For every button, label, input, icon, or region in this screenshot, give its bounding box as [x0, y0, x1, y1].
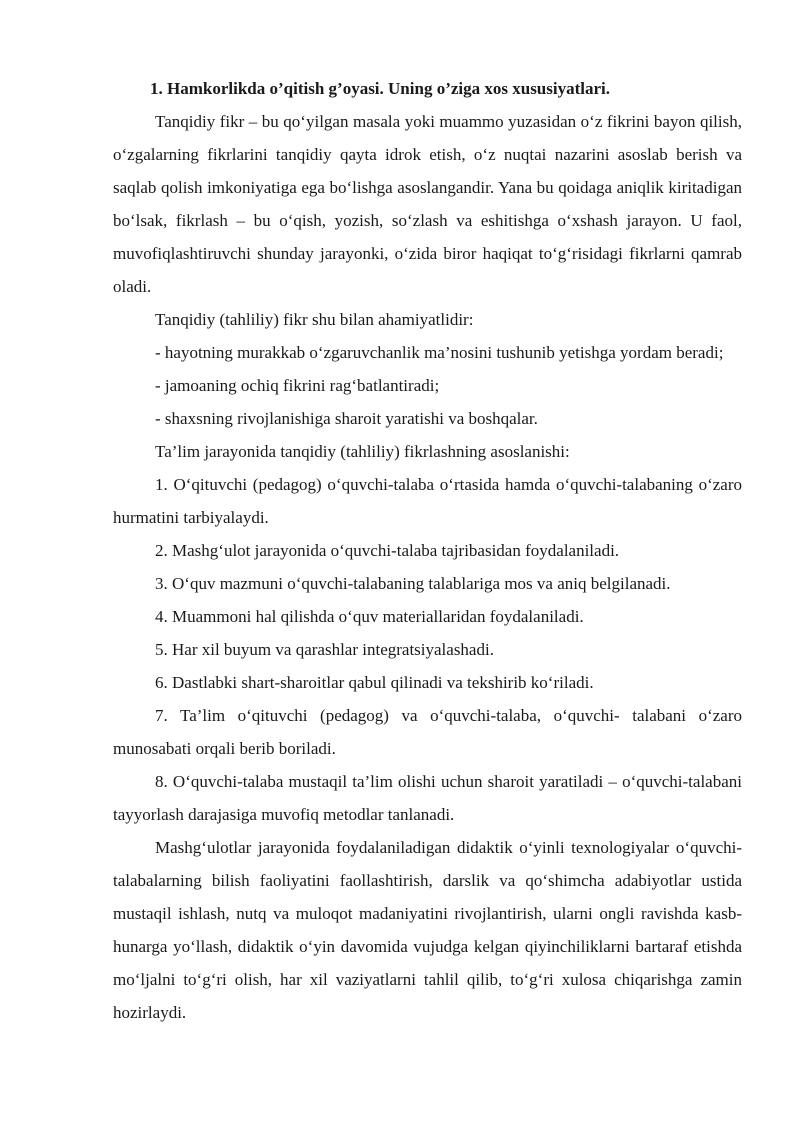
document-body: [113, 72, 742, 1029]
paragraph-foundations-intro: Ta’lim jarayonida tanqidiy (tahliliy) fikrlashning asoslanishi:: [155, 442, 570, 461]
paragraph-importance-intro: Tanqidiy (tahliliy) fikr shu bilan ahamiyatlidir:: [155, 310, 474, 329]
paragraph-didactic-games: Mashg‘ulotlar jarayonida foydalaniladigan didaktik o‘yinli texnologiyalar o‘quvchi-talabalarning bilish faoliyatini faollashtirish, darslik va qo‘shimcha adabiyotlar ustida mustaqil ishlash, nutq va muloqot madaniyatini rivojlantirish, ularni ongli ravishda kasb-hunarga yo‘llash, didaktik o‘yin davomida vujudga kelgan qiyinchiliklarni bartaraf etishda mo‘ljalni to‘g‘ri olish, har xil vaziyatlarni tahlil qilib, to‘g‘ri xulosa chiqarishga zamin hozirlaydi.: [113, 838, 742, 1022]
list-item-importance-3: - shaxsning rivojlanishiga sharoit yaratishi va boshqalar.: [155, 409, 538, 428]
list-item-importance-1: - hayotning murakkab o‘zgaruvchanlik ma’nosini tushunib yetishga yordam beradi;: [155, 343, 724, 362]
list-item-foundation-3: 3. O‘quv mazmuni o‘quvchi-talabaning talablariga mos va aniq belgilanadi.: [155, 574, 671, 593]
list-item-foundation-7: 7. Ta’lim o‘qituvchi (pedagog) va o‘quvchi-talaba, o‘quvchi- talabani o‘zaro munosabati orqali berib boriladi.: [113, 706, 742, 758]
list-item-foundation-6: 6. Dastlabki shart-sharoitlar qabul qilinadi va tekshirib ko‘riladi.: [155, 673, 594, 692]
list-item-foundation-4: 4. Muammoni hal qilishda o‘quv materiallaridan foydalaniladi.: [155, 607, 584, 626]
list-item-foundation-5: 5. Har xil buyum va qarashlar integratsiyalashadi.: [155, 640, 494, 659]
paragraph-critical-thinking-definition: Tanqidiy fikr – bu qo‘yilgan masala yoki muammo yuzasidan o‘z fikrini bayon qilish, o‘zgalarning fikrlarini tanqidiy qayta idrok etish, o‘z nuqtai nazarini asoslab berish va saqlab qolish imkoniyatiga ega bo‘lishga asoslangandir. Yana bu qoidaga aniqlik kiritadigan bo‘lsak, fikrlash – bu o‘qish, yozish, so‘zlash va eshitishga o‘xshash jarayon. U faol, muvofiqlashtiruvchi shunday jarayonki, o‘zida biror haqiqat to‘g‘risidagi fikrlarni qamrab oladi.: [113, 112, 742, 296]
list-item-foundation-8: 8. O‘quvchi-talaba mustaqil ta’lim olishi uchun sharoit yaratiladi – o‘quvchi-talabani tayyorlash darajasiga muvofiq metodlar tanlanadi.: [113, 772, 742, 824]
list-item-importance-2: - jamoaning ochiq fikrini rag‘batlantiradi;: [155, 376, 440, 395]
list-item-foundation-2: 2. Mashg‘ulot jarayonida o‘quvchi-talaba tajribasidan foydalaniladi.: [155, 541, 620, 560]
list-item-foundation-1: 1. O‘qituvchi (pedagog) o‘quvchi-talaba o‘rtasida hamda o‘quvchi-talabaning o‘zaro hurmatini tarbiyalaydi.: [113, 475, 742, 527]
section-heading: 1. Hamkorlikda o’qitish g’oyasi. Uning o’ziga xos xususiyatlari.: [150, 79, 611, 98]
